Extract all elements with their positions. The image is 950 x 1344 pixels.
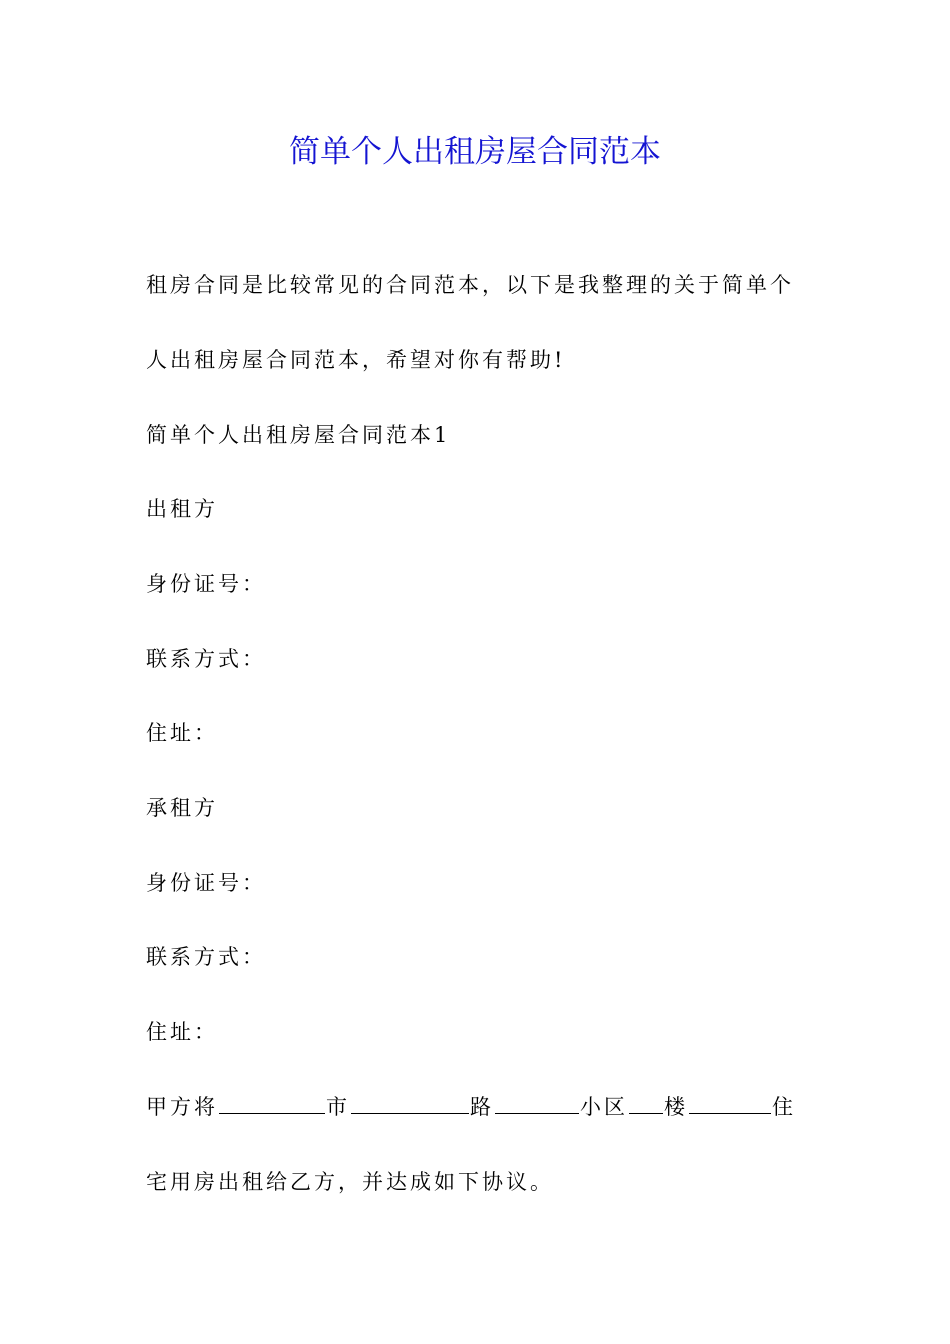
building-blank [629, 1093, 663, 1114]
lessor-label: 出租方 [146, 497, 218, 521]
lessee-address-label: 住址： [146, 1020, 218, 1044]
clause-line-1 [146, 1092, 796, 1122]
intro-line-1: 租房合同是比较常见的合同范本，以下是我整理的关于简单个 [146, 273, 794, 297]
lessee-contact-label: 联系方式： [146, 945, 266, 969]
clause-line-2: 宅用房出租给乙方，并达成如下协议。 [146, 1170, 554, 1194]
document-title: 简单个人出租房屋合同范本 [289, 134, 661, 170]
clause-text-part3: 路 [470, 1095, 494, 1119]
community-blank [495, 1093, 579, 1114]
lessee-label: 承租方 [146, 796, 218, 820]
intro-line-2: 人出租房屋合同范本，希望对你有帮助! [146, 348, 566, 372]
lessor-address-label: 住址： [146, 721, 218, 745]
clause-text-part1: 甲方将 [146, 1095, 218, 1119]
lessor-id-label: 身份证号： [146, 572, 266, 596]
road-blank [351, 1093, 469, 1114]
city-blank [219, 1093, 325, 1114]
clause-text-part4: 小区 [580, 1095, 628, 1119]
clause-text-part2: 市 [326, 1095, 350, 1119]
clause-text-part5: 楼 [664, 1095, 688, 1119]
lessee-id-label: 身份证号： [146, 871, 266, 895]
clause-text-part6: 住 [772, 1095, 796, 1119]
unit-blank [689, 1093, 771, 1114]
section-heading: 简单个人出租房屋合同范本1 [146, 423, 451, 447]
lessor-contact-label: 联系方式： [146, 647, 266, 671]
